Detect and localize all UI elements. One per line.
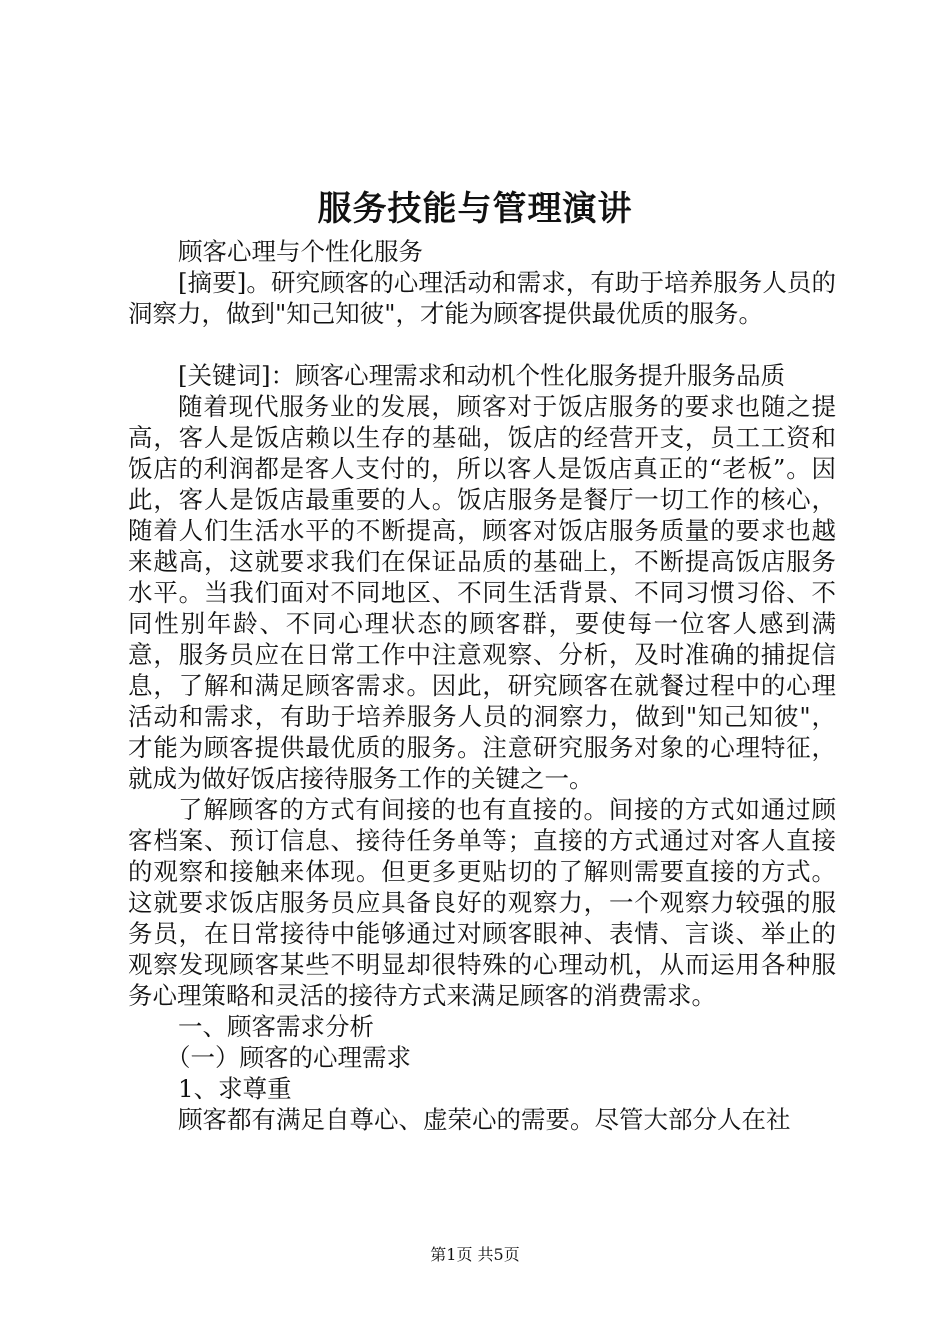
- body-paragraph: 顾客都有满足自尊心、虚荣心的需要。尽管大部分人在社: [178, 1105, 791, 1134]
- body-paragraph: 了解顾客的方式有间接的也有直接的。间接的方式如通过顾客档案、预订信息、接待任务单等；直接的方式通过对客人直接的观察和接触来体现。但更多更贴切的了解则需要直接的方式。这就要求饭店服务员应具备良好的观察力，一个观察力较强的服务员，在日常接待中能够通过对顾客眼神、表情、言谈、举止的观察发现顾客某些不明显却很特殊的心理动机，从而运用各种服务心理策略和灵活的接待方式来满足顾客的消费需求。: [128, 795, 836, 1010]
- section-heading: 一、顾客需求分析: [178, 1012, 374, 1041]
- section-heading: 顾客心理与个性化服务: [178, 237, 423, 266]
- document-body: [128, 236, 836, 1135]
- keywords-paragraph: [关键词]：顾客心理需求和动机个性化服务提升服务品质: [178, 361, 786, 390]
- item-heading: 1、求尊重: [178, 1074, 292, 1103]
- body-paragraph: 随着现代服务业的发展，顾客对于饭店服务的要求也随之提高，客人是饭店赖以生存的基础，饭店的经营开支，员工工资和饭店的利润都是客人支付的，所以客人是饭店真正的“老板”。因此，客人是饭店最重要的人。饭店服务是餐厅一切工作的核心，随着人们生活水平的不断提高，顾客对饭店服务质量的要求也越来越高，这就要求我们在保证品质的基础上，不断提高饭店服务水平。当我们面对不同地区、不同生活背景、不同习惯习俗、不同性别年龄、不同心理状态的顾客群，要使每一位客人感到满意，服务员应在日常工作中注意观察、分析，及时准确的捕捉信息，了解和满足顾客需求。因此，研究顾客在就餐过程中的心理活动和需求，有助于培养服务人员的洞察力，做到"知己知彼"，才能为顾客提供最优质的服务。注意研究服务对象的心理特征，就成为做好饭店接待服务工作的关键之一。: [128, 392, 836, 793]
- abstract-paragraph: [摘要]。研究顾客的心理活动和需求，有助于培养服务人员的洞察力，做到"知己知彼"，才能为顾客提供最优质的服务。: [128, 268, 836, 328]
- subsection-heading: （一）顾客的心理需求: [166, 1043, 411, 1072]
- document-title: 服务技能与管理演讲: [317, 189, 633, 229]
- page-footer: 第1页 共5页: [430, 1245, 520, 1264]
